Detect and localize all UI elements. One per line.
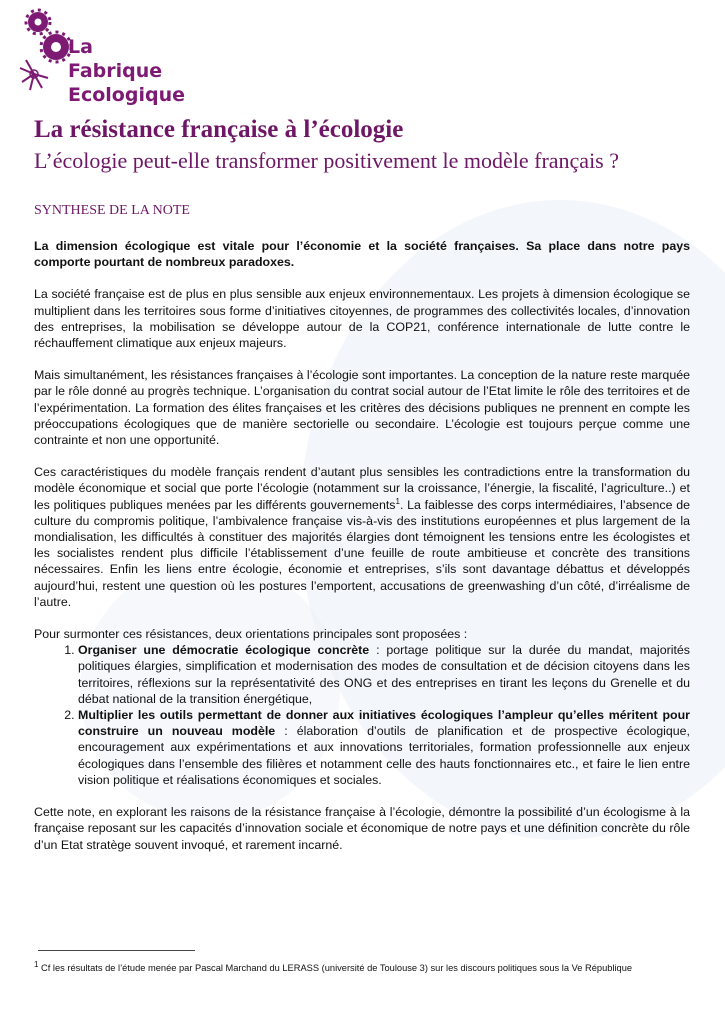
paragraph-text: . La faiblesse des corps intermédiaires, l’absence de culture du compromis politique, l’ambivalence française vis-à-vis des institutions européennes et plus largement de la mondialisation, les difficultés à constituer des majorités élargies dont témoignent les tensions entre les écologistes et les socialistes rendent plus difficile l’établissement d’une feuille de route ambitieuse et concrète des transitions nécessaires. Enfin les liens entre écologie, économie et entreprises, s’ils sont davantage débattus et développés aujourd’hui, restent une question où les postures l’emportent, accusations de greenwashing d’un côté, d’irréalisme de l’autre.: [34, 497, 690, 609]
body-text: [34, 238, 690, 869]
section-heading: SYNTHESE DE LA NOTE: [34, 203, 190, 218]
list-item-title: Organiser une démocratie écologique concrète: [78, 643, 370, 658]
list-item-text: : portage politique sur la durée du mandat, majorités politiques élargies, simplification et modernisation des modes de consultation et de décision citoyens dans les territoires, réflexions sur la représentativité des ONG et des entreprises en tirant les leçons du Grenelle et du débat national de la transition énergétique,: [78, 643, 690, 706]
footnote-ref[interactable]: 1: [395, 496, 400, 506]
footnote: [34, 959, 633, 973]
paragraph: [34, 464, 690, 610]
lead-paragraph: La dimension écologique est vitale pour l’économie et la société françaises. Sa place dans notre pays comporte pourtant de nombreux paradoxes.: [34, 239, 690, 270]
paragraph-text: Ces caractéristiques du modèle français rendent d’autant plus sensibles les contradictions entre la transformation du modèle économique et social que porte l’écologie (notamment sur la croissance, l’énergie, la fiscalité, l’agriculture..) et les politiques publiques menées par les différents gouvernements: [34, 465, 690, 512]
orientation-list: [34, 642, 690, 788]
page-title: La résistance française à l’écologie: [34, 116, 404, 143]
logo-line1: La Fabrique: [68, 36, 163, 82]
list-item-text: : élaboration d’outils de planification et de prospective écologique, encouragement aux expérimentations et aux innovations territoriales, formation professionnelle aux enjeux écologiques dans l’ensemble des filières et notamment celle des hauts fonctionnaires etc., et faire le lien entre vision politique et réalisations économiques et sociales.: [78, 724, 691, 787]
page-subtitle: L’écologie peut-elle transformer positivement le modèle français ?: [34, 148, 620, 173]
paragraph: Mais simultanément, les résistances françaises à l’écologie sont importantes. La conception de la nature reste marquée par le rôle donné au progrès technique. L’organisation du contrat social autour de l’Etat limite le rôle des territoires et de l’expérimentation. La formation des élites françaises et les critères des décisions publiques ne prennent en compte les préoccupations écologiques que de manière sectorielle ou secondaire. L’écologie est toujours perçue comme une contrainte et non une opportunité.: [34, 368, 690, 448]
paragraph: Cette note, en explorant les raisons de la résistance française à l’écologie, démontre la possibilité d’un écologisme à la française reposant sur les capacités d’innovation sociale et économique de notre pays et une définition concrète du rôle d’un Etat stratège souvent invoqué, et rarement incarné.: [34, 805, 690, 852]
paragraph: Pour surmonter ces résistances, deux orientations principales sont proposées :: [34, 627, 468, 642]
list-item-title: Multiplier les outils permettant de donner aux initiatives écologiques l’ampleur qu’elles méritent pour construire un nouveau modèle: [78, 708, 690, 739]
footnote-divider: [38, 950, 195, 951]
footnote-text: Cf les résultats de l’étude menée par Pascal Marchand du LERASS (université de Toulouse 3) sur les discours politiques sous la Ve République: [38, 963, 633, 973]
footnote-number: 1: [34, 959, 39, 969]
logo-text: [68, 35, 193, 107]
logo: [0, 0, 193, 106]
paragraph: La société française est de plus en plus sensible aux enjeux environnementaux. Les projets à dimension écologique se multiplient dans les territoires sous forme d’initiatives citoyennes, de programmes des collectivités locales, d’innovation des entreprises, la mobilisation se développe autour de la COP21, conférence internationale de lutte contre le réchauffement climatique aux enjeux majeurs.: [34, 287, 690, 351]
logo-line2: Ecologique: [68, 84, 185, 106]
list-item: [78, 642, 690, 707]
list-item: [78, 707, 690, 788]
